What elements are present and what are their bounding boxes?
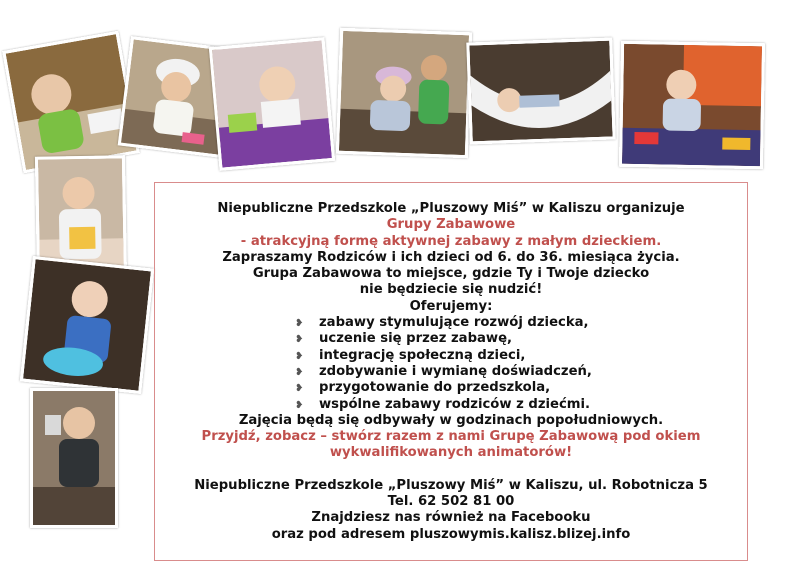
cta-line-1: Przyjdź, zobacz – stwórz razem z nami Grupę Zabawową pod okiem [201, 429, 701, 445]
photo-child-playing [30, 388, 118, 528]
offer-label: zabawy stymulujące rozwój dziecka, [319, 315, 589, 331]
offer-label: wspólne zabawy rodziców z dziećmi. [319, 396, 591, 412]
offer-label: zdobywanie i wymianę doświadczeń, [319, 363, 592, 379]
bullet-icon: ❥ [295, 350, 304, 362]
list-item [291, 397, 611, 413]
offer-heading: Oferujemy: [409, 298, 493, 314]
contact-web: oraz pod adresem pluszowymis.kalisz.blizej.info [271, 526, 631, 542]
contact-phone: Tel. 62 502 81 00 [387, 494, 515, 510]
bullet-icon: ❥ [295, 366, 304, 378]
photo-child-in-tub [209, 37, 335, 171]
title-line: Grupy Zabawowe [386, 217, 516, 233]
flyer-text-box [154, 182, 748, 561]
offer-label: integrację społeczną dzieci, [319, 347, 526, 363]
offer-label: uczenie się przez zabawę, [319, 331, 513, 347]
offer-label: przygotowanie do przedszkola, [319, 380, 551, 396]
photo-child-with-toys [619, 41, 765, 169]
photo-child-in-hammock [466, 37, 615, 144]
list-item [291, 348, 611, 364]
subtitle-line: - atrakcyjną formę aktywnej zabawy z małym dzieckiem. [240, 233, 662, 249]
bullet-icon: ❥ [295, 334, 304, 346]
contact-address: Niepubliczne Przedszkole „Pluszowy Miś” w Kaliszu, ul. Robotnicza 5 [194, 477, 708, 493]
photo-child-with-bowl [20, 256, 155, 394]
intro-line: Niepubliczne Przedszkole „Pluszowy Miś” w Kaliszu organizuje [217, 201, 685, 216]
schedule-line: Zajęcia będą się odbywały w godzinach popołudniowych. [238, 412, 664, 428]
invite-line: Zapraszamy Rodziców i ich dzieci od 6. do 36. miesiąca życia. [222, 249, 680, 265]
photo-children-in-sand [336, 28, 472, 159]
contact-facebook: Znajdziesz nas również na Facebooku [311, 510, 591, 526]
photo-child-at-table [2, 31, 140, 174]
bullet-icon: ❥ [295, 318, 304, 330]
bullet-icon: ❥ [295, 399, 304, 411]
offer-list [291, 315, 611, 413]
flyer-text [155, 201, 747, 543]
list-item [291, 364, 611, 380]
cta-line-2: wykwalifikowanych animatorów! [329, 445, 573, 461]
list-item [291, 315, 611, 331]
place-line-2: nie będziecie się nudzić! [359, 282, 543, 298]
list-item [291, 331, 611, 347]
place-line-1: Grupa Zabawowa to miejsce, gdzie Ty i Twoje dziecko [252, 266, 650, 282]
list-item [291, 380, 611, 396]
bullet-icon: ❥ [295, 383, 304, 395]
